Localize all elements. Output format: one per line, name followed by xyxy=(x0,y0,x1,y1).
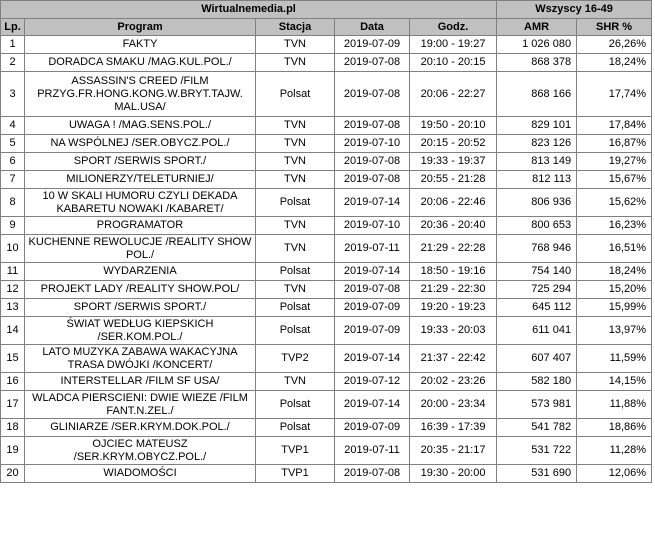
cell-shr: 11,59% xyxy=(577,345,652,373)
cell-shr: 16,87% xyxy=(577,135,652,153)
cell-program: WYDARZENIA xyxy=(25,263,256,281)
cell-data: 2019-07-09 xyxy=(335,36,410,54)
cell-shr: 14,15% xyxy=(577,373,652,391)
cell-data: 2019-07-08 xyxy=(335,72,410,117)
site-header: Wirtualnemedia.pl xyxy=(1,1,497,19)
cell-program: INTERSTELLAR /FILM SF USA/ xyxy=(25,373,256,391)
column-header-data: Data xyxy=(335,19,410,36)
cell-amr: 645 112 xyxy=(497,299,577,317)
cell-lp: 12 xyxy=(1,281,25,299)
table-row xyxy=(1,317,652,345)
cell-amr: 541 782 xyxy=(497,419,577,437)
cell-stacja: Polsat xyxy=(256,317,335,345)
cell-data: 2019-07-14 xyxy=(335,345,410,373)
cell-shr: 19,27% xyxy=(577,153,652,171)
cell-stacja: TVN xyxy=(256,217,335,235)
cell-program: WIADOMOŚCI xyxy=(25,465,256,483)
cell-stacja: Polsat xyxy=(256,72,335,117)
cell-godz: 20:36 - 20:40 xyxy=(410,217,497,235)
cell-data: 2019-07-10 xyxy=(335,217,410,235)
cell-lp: 17 xyxy=(1,391,25,419)
cell-shr: 16,23% xyxy=(577,217,652,235)
cell-data: 2019-07-12 xyxy=(335,373,410,391)
cell-data: 2019-07-08 xyxy=(335,153,410,171)
column-header-amr: AMR xyxy=(497,19,577,36)
cell-godz: 19:20 - 19:23 xyxy=(410,299,497,317)
cell-amr: 768 946 xyxy=(497,235,577,263)
cell-program: NA WSPÓLNEJ /SER.OBYCZ.POL./ xyxy=(25,135,256,153)
cell-program: PROGRAMATOR xyxy=(25,217,256,235)
cell-lp: 3 xyxy=(1,72,25,117)
cell-godz: 20:15 - 20:52 xyxy=(410,135,497,153)
cell-stacja: TVN xyxy=(256,135,335,153)
cell-stacja: TVP2 xyxy=(256,345,335,373)
table-row xyxy=(1,36,652,54)
table-row xyxy=(1,72,652,117)
cell-data: 2019-07-09 xyxy=(335,317,410,345)
cell-shr: 18,24% xyxy=(577,263,652,281)
table-row xyxy=(1,437,652,465)
cell-program: 10 W SKALI HUMORU CZYLI DEKADA KABARETU NOWAKI /KABARET/ xyxy=(25,189,256,217)
cell-program: ŚWIAT WEDŁUG KIEPSKICH /SER.KOM.POL./ xyxy=(25,317,256,345)
table-row xyxy=(1,419,652,437)
column-header-program: Program xyxy=(25,19,256,36)
table-row xyxy=(1,281,652,299)
cell-godz: 21:29 - 22:28 xyxy=(410,235,497,263)
cell-amr: 823 126 xyxy=(497,135,577,153)
cell-program: OJCIEC MATEUSZ /SER.KRYM.OBYCZ.POL./ xyxy=(25,437,256,465)
cell-lp: 2 xyxy=(1,54,25,72)
cell-shr: 11,88% xyxy=(577,391,652,419)
cell-lp: 1 xyxy=(1,36,25,54)
table-row xyxy=(1,373,652,391)
cell-program: KUCHENNE REWOLUCJE /REALITY SHOW POL./ xyxy=(25,235,256,263)
cell-data: 2019-07-08 xyxy=(335,171,410,189)
table-row xyxy=(1,345,652,373)
cell-amr: 800 653 xyxy=(497,217,577,235)
cell-godz: 19:33 - 19:37 xyxy=(410,153,497,171)
cell-amr: 813 149 xyxy=(497,153,577,171)
cell-lp: 6 xyxy=(1,153,25,171)
cell-program: GLINIARZE /SER.KRYM.DOK.POL./ xyxy=(25,419,256,437)
cell-shr: 15,62% xyxy=(577,189,652,217)
column-header-shr: SHR % xyxy=(577,19,652,36)
cell-data: 2019-07-14 xyxy=(335,391,410,419)
cell-program: UWAGA ! /MAG.SENS.POL./ xyxy=(25,117,256,135)
cell-lp: 13 xyxy=(1,299,25,317)
cell-godz: 16:39 - 17:39 xyxy=(410,419,497,437)
cell-godz: 20:35 - 21:17 xyxy=(410,437,497,465)
column-header-lp: Lp. xyxy=(1,19,25,36)
cell-lp: 4 xyxy=(1,117,25,135)
cell-data: 2019-07-08 xyxy=(335,54,410,72)
cell-amr: 868 166 xyxy=(497,72,577,117)
table-row xyxy=(1,299,652,317)
cell-amr: 611 041 xyxy=(497,317,577,345)
cell-godz: 21:37 - 22:42 xyxy=(410,345,497,373)
cell-godz: 19:00 - 19:27 xyxy=(410,36,497,54)
cell-stacja: TVP1 xyxy=(256,465,335,483)
column-header-godz: Godz. xyxy=(410,19,497,36)
cell-stacja: TVN xyxy=(256,36,335,54)
cell-stacja: TVN xyxy=(256,235,335,263)
cell-godz: 19:30 - 20:00 xyxy=(410,465,497,483)
cell-program: DORADCA SMAKU /MAG.KUL.POL./ xyxy=(25,54,256,72)
table-row xyxy=(1,235,652,263)
cell-lp: 8 xyxy=(1,189,25,217)
cell-program: PROJEKT LADY /REALITY SHOW.POL/ xyxy=(25,281,256,299)
table-row xyxy=(1,465,652,483)
cell-lp: 20 xyxy=(1,465,25,483)
cell-shr: 18,86% xyxy=(577,419,652,437)
cell-shr: 17,74% xyxy=(577,72,652,117)
cell-shr: 18,24% xyxy=(577,54,652,72)
cell-data: 2019-07-08 xyxy=(335,465,410,483)
cell-program: MILIONERZY/TELETURNIEJ/ xyxy=(25,171,256,189)
cell-program: SPORT /SERWIS SPORT./ xyxy=(25,299,256,317)
cell-stacja: TVN xyxy=(256,117,335,135)
cell-stacja: Polsat xyxy=(256,263,335,281)
cell-godz: 19:50 - 20:10 xyxy=(410,117,497,135)
cell-shr: 17,84% xyxy=(577,117,652,135)
cell-lp: 9 xyxy=(1,217,25,235)
table-row xyxy=(1,391,652,419)
cell-shr: 16,51% xyxy=(577,235,652,263)
cell-stacja: Polsat xyxy=(256,391,335,419)
cell-stacja: Polsat xyxy=(256,189,335,217)
table-row xyxy=(1,171,652,189)
cell-amr: 812 113 xyxy=(497,171,577,189)
cell-data: 2019-07-10 xyxy=(335,135,410,153)
column-header-stacja: Stacja xyxy=(256,19,335,36)
cell-godz: 20:06 - 22:27 xyxy=(410,72,497,117)
cell-data: 2019-07-14 xyxy=(335,263,410,281)
cell-data: 2019-07-08 xyxy=(335,117,410,135)
table-row xyxy=(1,263,652,281)
cell-lp: 10 xyxy=(1,235,25,263)
cell-shr: 13,97% xyxy=(577,317,652,345)
cell-amr: 806 936 xyxy=(497,189,577,217)
cell-godz: 18:50 - 19:16 xyxy=(410,263,497,281)
cell-lp: 5 xyxy=(1,135,25,153)
table-row xyxy=(1,54,652,72)
cell-amr: 573 981 xyxy=(497,391,577,419)
cell-godz: 20:55 - 21:28 xyxy=(410,171,497,189)
cell-shr: 15,20% xyxy=(577,281,652,299)
cell-godz: 20:10 - 20:15 xyxy=(410,54,497,72)
cell-shr: 26,26% xyxy=(577,36,652,54)
cell-amr: 607 407 xyxy=(497,345,577,373)
cell-program: SPORT /SERWIS SPORT./ xyxy=(25,153,256,171)
cell-lp: 11 xyxy=(1,263,25,281)
cell-shr: 15,99% xyxy=(577,299,652,317)
table-row xyxy=(1,189,652,217)
cell-stacja: Polsat xyxy=(256,299,335,317)
cell-shr: 12,06% xyxy=(577,465,652,483)
header-row-columns xyxy=(1,19,652,36)
table-row xyxy=(1,135,652,153)
cell-lp: 15 xyxy=(1,345,25,373)
cell-godz: 20:00 - 23:34 xyxy=(410,391,497,419)
cell-amr: 531 690 xyxy=(497,465,577,483)
cell-amr: 754 140 xyxy=(497,263,577,281)
cell-lp: 14 xyxy=(1,317,25,345)
cell-amr: 582 180 xyxy=(497,373,577,391)
cell-amr: 829 101 xyxy=(497,117,577,135)
cell-shr: 11,28% xyxy=(577,437,652,465)
cell-godz: 20:06 - 22:46 xyxy=(410,189,497,217)
cell-shr: 15,67% xyxy=(577,171,652,189)
cell-program: ASSASSIN'S CREED /FILM PRZYG.FR.HONG.KONG.W.BRYT.TAJW. MAL.USA/ xyxy=(25,72,256,117)
cell-program: LATO MUZYKA ZABAWA WAKACYJNA TRASA DWÓJKI /KONCERT/ xyxy=(25,345,256,373)
cell-lp: 7 xyxy=(1,171,25,189)
cell-stacja: TVN xyxy=(256,373,335,391)
cell-lp: 16 xyxy=(1,373,25,391)
cell-stacja: TVN xyxy=(256,171,335,189)
header-row-top xyxy=(1,1,652,19)
cell-lp: 18 xyxy=(1,419,25,437)
cell-data: 2019-07-08 xyxy=(335,281,410,299)
cell-godz: 19:33 - 20:03 xyxy=(410,317,497,345)
cell-stacja: TVN xyxy=(256,153,335,171)
cell-stacja: TVN xyxy=(256,54,335,72)
cell-program: FAKTY xyxy=(25,36,256,54)
audience-group-header: Wszyscy 16-49 xyxy=(497,1,652,19)
cell-data: 2019-07-11 xyxy=(335,235,410,263)
cell-godz: 21:29 - 22:30 xyxy=(410,281,497,299)
cell-data: 2019-07-14 xyxy=(335,189,410,217)
cell-data: 2019-07-09 xyxy=(335,299,410,317)
cell-godz: 20:02 - 23:26 xyxy=(410,373,497,391)
table-row xyxy=(1,217,652,235)
cell-amr: 1 026 080 xyxy=(497,36,577,54)
cell-stacja: TVN xyxy=(256,281,335,299)
table-row xyxy=(1,117,652,135)
cell-stacja: Polsat xyxy=(256,419,335,437)
cell-program: WLADCA PIERSCIENI: DWIE WIEZE /FILM FANT.N.ZEL./ xyxy=(25,391,256,419)
table-row xyxy=(1,153,652,171)
cell-amr: 868 378 xyxy=(497,54,577,72)
cell-lp: 19 xyxy=(1,437,25,465)
cell-amr: 725 294 xyxy=(497,281,577,299)
cell-stacja: TVP1 xyxy=(256,437,335,465)
cell-data: 2019-07-11 xyxy=(335,437,410,465)
cell-amr: 531 722 xyxy=(497,437,577,465)
cell-data: 2019-07-09 xyxy=(335,419,410,437)
